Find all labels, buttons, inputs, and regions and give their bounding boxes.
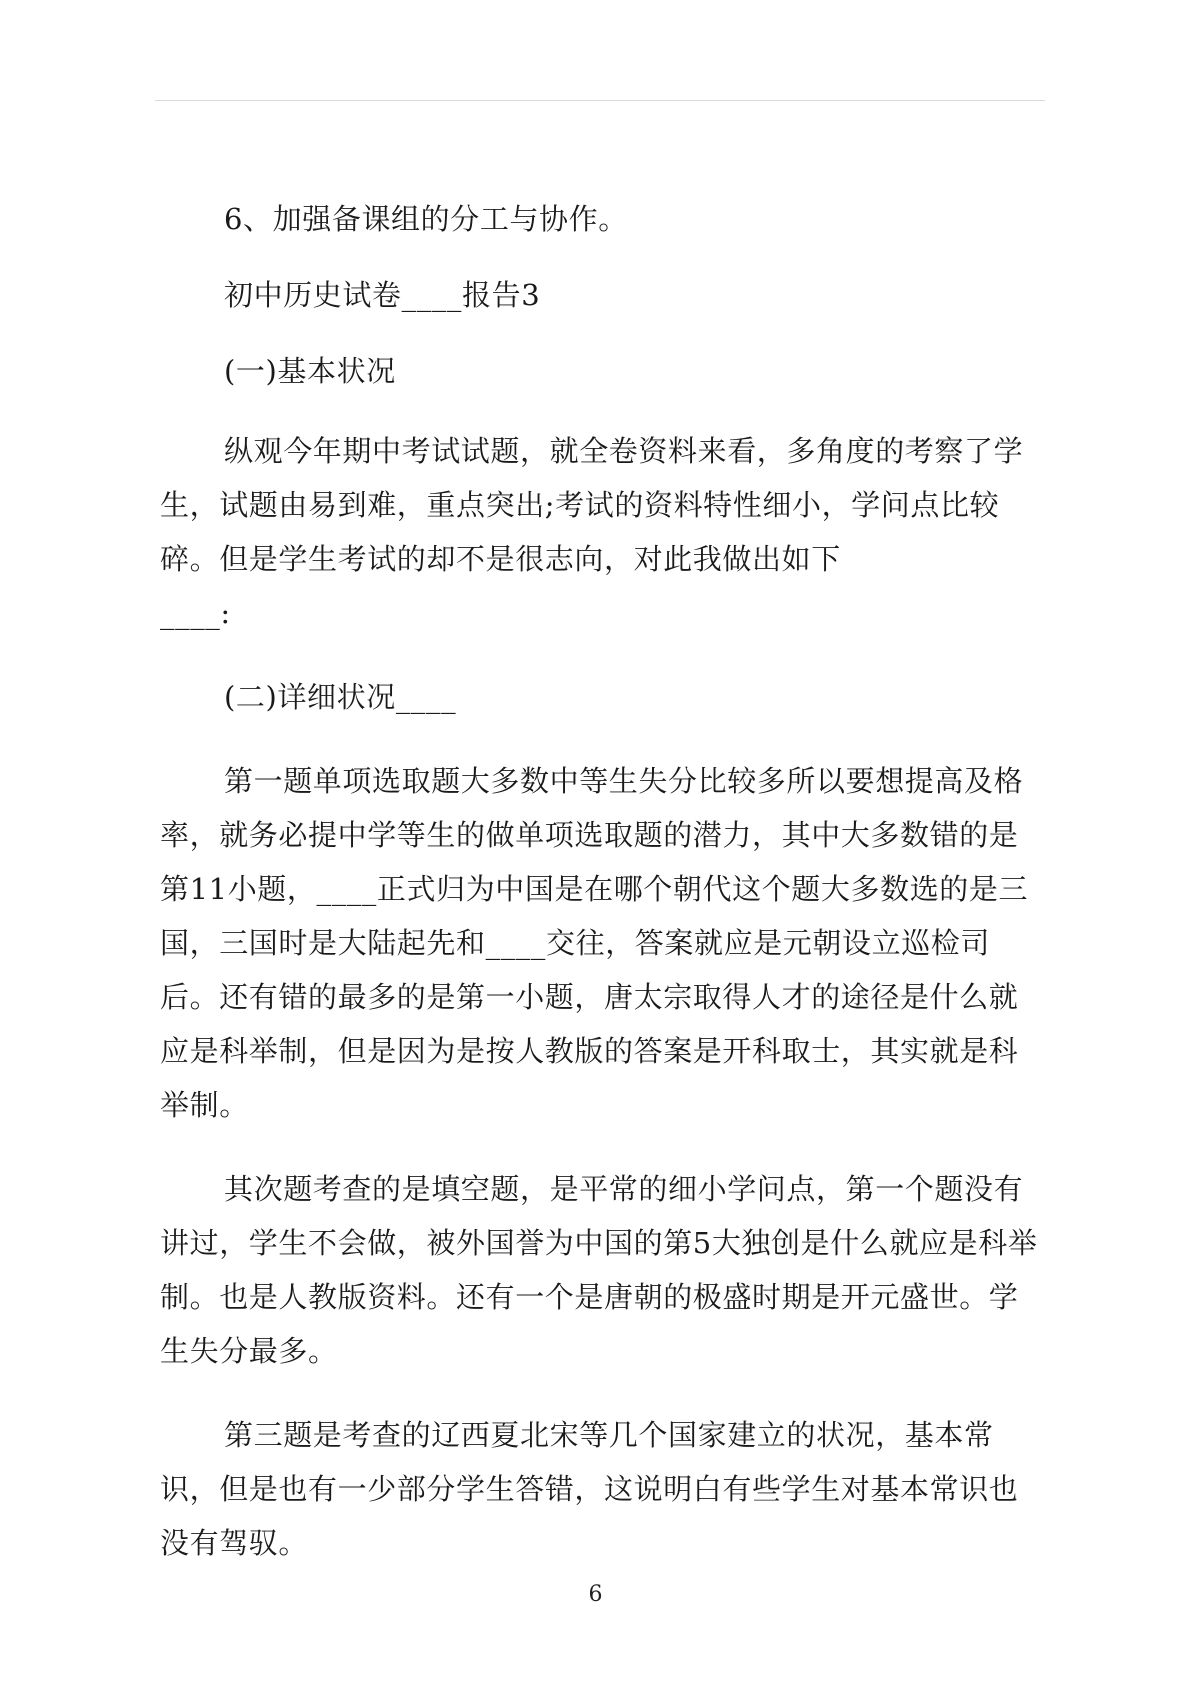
section-heading-detail: (二)详细状况____	[224, 680, 457, 714]
document-body	[160, 192, 1040, 1570]
report-heading: 初中历史试卷____报告3	[224, 278, 541, 312]
header-divider	[155, 100, 1045, 101]
paragraph-overview: 纵观今年期中考试试题，就全卷资料来看，多角度的考察了学生，试题由易到难，重点突出;考试的资料特性细小，学问点比较碎。但是学生考试的却不是很志向，对此我做出如下	[160, 434, 1024, 576]
page-number: 6	[588, 1582, 603, 1607]
paragraph-question-2: 其次题考查的是填空题，是平常的细小学问点，第一个题没有讲过，学生不会做，被外国誉为中国的第5大独创是什么就应是科举制。也是人教版资料。还有一个是唐朝的极盛时期是开元盛世。学生失分最多。	[160, 1172, 1038, 1368]
paragraph-question-3: 第三题是考查的辽西夏北宋等几个国家建立的状况，基本常识，但是也有一少部分学生答错，这说明白有些学生对基本常识也没有驾驭。	[160, 1418, 1019, 1560]
paragraph-question-1: 第一题单项选取题大多数中等生失分比较多所以要想提高及格率，就务必提中学等生的做单项选取题的潜力，其中大多数错的是第11小题，____正式归为中国是在哪个朝代这个题大多数选的是三国，三国时是大陆起先和____交往，答案就应是元朝设立巡检司后。还有错的最多的是第一小题，唐太宗取得人才的途径是什么就应是科举制，但是因为是按人教版的答案是开科取士，其实就是科举制。	[160, 764, 1029, 1122]
paragraph-item-6: 6、加强备课组的分工与协作。	[224, 202, 628, 236]
section-heading-basic: (一)基本状况	[224, 354, 396, 388]
paragraph-blank-colon: ____:	[160, 596, 231, 630]
